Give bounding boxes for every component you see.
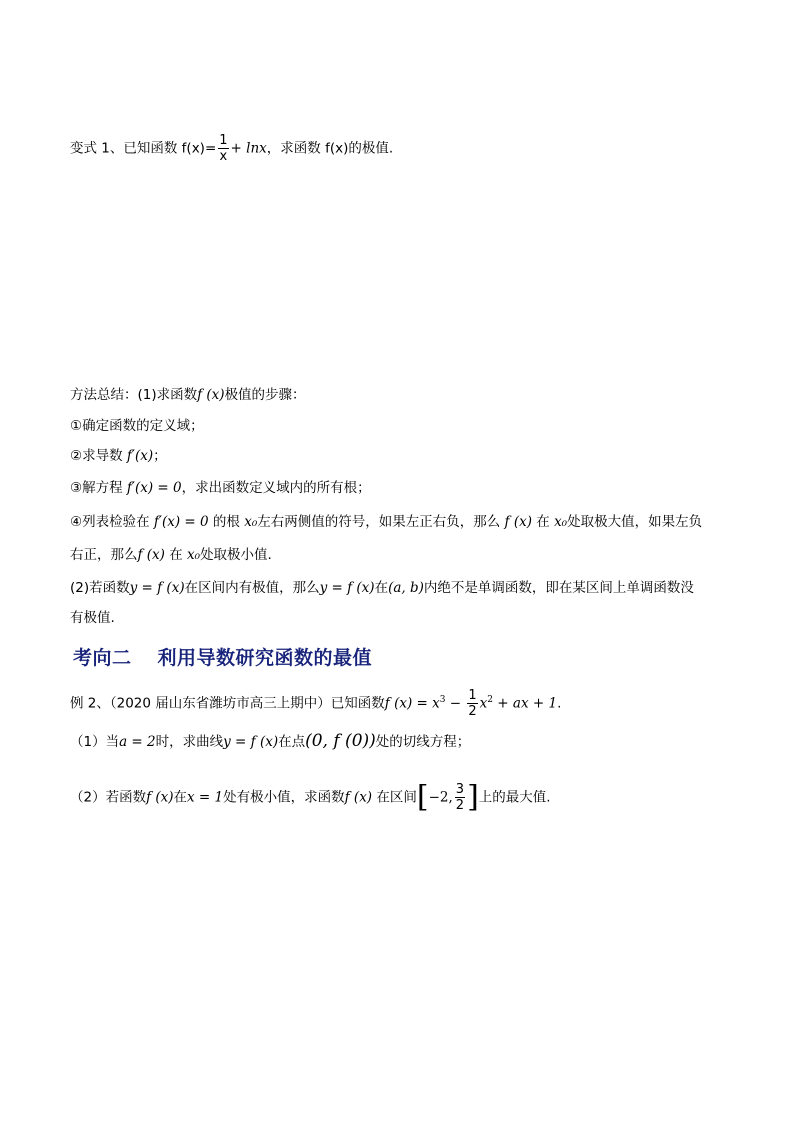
summary-step1-text: ①确定函数的定义域； bbox=[70, 418, 204, 434]
summary-p2-eq1: y = f (x) bbox=[129, 580, 185, 596]
summary-step1 bbox=[70, 416, 204, 436]
summary-step3-text: ③解方程 bbox=[70, 480, 123, 496]
variant1-frac-num: 1 bbox=[219, 133, 228, 148]
section-heading bbox=[73, 643, 372, 670]
summary-step4-line2-x0: x₀ bbox=[187, 547, 201, 563]
summary-step4-at: 在 bbox=[536, 514, 550, 530]
example2-fx: f (x) = x bbox=[384, 695, 440, 712]
summary-step3-tail: ，求出函数定义域内的所有根； bbox=[181, 480, 371, 496]
example2-q2-frac-num: 3 bbox=[455, 782, 465, 797]
example2-q2-at: 在 bbox=[173, 789, 188, 806]
example2-q2-frac-den: 2 bbox=[455, 798, 465, 813]
example2-frac-den: 2 bbox=[468, 704, 477, 719]
example2-q2-text: 处有极小值，求函数 bbox=[223, 789, 345, 806]
summary-p2-eq2: y = f (x) bbox=[319, 580, 375, 596]
summary-title-fx: f (x) bbox=[197, 387, 225, 403]
example2-q1-tail: 处的切线方程； bbox=[375, 734, 471, 750]
example2-rest: + ax + 1 bbox=[493, 695, 558, 712]
summary-p2-text: (2)若函数 bbox=[70, 580, 130, 596]
summary-p2-line2-text: 有极值. bbox=[70, 610, 115, 626]
summary-step4-text: ④列表检验在 bbox=[70, 514, 150, 530]
summary-step4-eq: f′(x) = 0 bbox=[153, 514, 209, 530]
example2-q1-point: (0, f (0)) bbox=[305, 731, 376, 751]
example2-q2 bbox=[70, 779, 551, 815]
summary-step4-line2-at: 在 bbox=[169, 547, 183, 563]
summary-p2-at: 在 bbox=[374, 580, 389, 596]
variant1-suffix: ，求函数 f(x)的极值. bbox=[266, 140, 394, 157]
summary-step4-line1 bbox=[70, 512, 702, 532]
example2-x2: x bbox=[479, 695, 488, 712]
example2-q2-label: （2）若函数 bbox=[70, 789, 147, 806]
summary-step4-line2-fx: f (x) bbox=[137, 547, 165, 563]
summary-title-text: 方法总结：(1)求函数 bbox=[70, 387, 198, 403]
example2-q2-interval-left: −2, bbox=[428, 789, 453, 806]
summary-step2 bbox=[70, 446, 167, 466]
summary-step4-line2-min: 处取极小值. bbox=[200, 547, 272, 563]
variant1-fraction bbox=[218, 133, 228, 164]
example2-q1-curve: y = f (x) bbox=[223, 734, 279, 750]
example2-q2-tail: 上的最大值. bbox=[478, 789, 551, 806]
summary-step3-eq: f′(x) = 0 bbox=[126, 480, 182, 496]
summary-step4-x0b: x₀ bbox=[554, 514, 568, 530]
summary-title bbox=[70, 385, 306, 405]
example2-q2-fx: f (x) bbox=[146, 789, 174, 806]
example2-q2-interval-label: 在区间 bbox=[376, 789, 417, 806]
summary-p2-line2 bbox=[70, 608, 115, 628]
summary-step4-sign: 左右两侧值的符号，如果左正右负，那么 bbox=[257, 514, 501, 530]
summary-p2-tail: 内绝不是单调函数，即在某区间上单调函数没 bbox=[423, 580, 694, 596]
summary-step2-tail: ； bbox=[153, 448, 167, 464]
summary-step4-x0: x₀ bbox=[244, 514, 258, 530]
example2-fraction bbox=[467, 688, 477, 719]
summary-step3 bbox=[70, 478, 371, 498]
summary-step4-line2-text: 右正，那么 bbox=[70, 547, 138, 563]
summary-p2-interval: (a, b) bbox=[388, 580, 424, 596]
summary-step4-line2 bbox=[70, 545, 272, 565]
example2-q1-text: 时，求曲线 bbox=[155, 734, 224, 750]
summary-step4-root: 的根 bbox=[212, 514, 240, 530]
variant1-prefix: 变式 1、已知函数 f(x)= bbox=[70, 140, 217, 157]
example2-frac-num: 1 bbox=[468, 688, 477, 703]
summary-p2-line1 bbox=[70, 578, 694, 598]
example2-q2-x1: x = 1 bbox=[187, 789, 224, 806]
example2-q1 bbox=[70, 731, 470, 752]
summary-step2-fx: f′(x) bbox=[126, 448, 154, 464]
example2-dot: . bbox=[557, 695, 562, 712]
section-heading-label: 考向二 bbox=[73, 647, 132, 669]
example2-q1-at: 在点 bbox=[278, 734, 306, 750]
example2-q1-label: （1）当 bbox=[70, 734, 120, 750]
summary-step2-text: ②求导数 bbox=[70, 448, 123, 464]
variant1-frac-den: x bbox=[219, 149, 228, 164]
variant1-problem bbox=[70, 133, 393, 164]
example2-minus: − bbox=[445, 695, 466, 712]
example2-q2-left-bracket: [ bbox=[416, 779, 429, 815]
example2-exp3: 3 bbox=[439, 695, 446, 705]
example2-prefix: 例 2、（2020 届山东省潍坊市高三上期中）已知函数 bbox=[70, 695, 385, 712]
example2-q1-a: a = 2 bbox=[119, 734, 156, 750]
example2-q2-right-bracket: ] bbox=[467, 779, 479, 815]
example2-statement bbox=[70, 688, 561, 719]
summary-step4-fx: f (x) bbox=[504, 514, 532, 530]
summary-p2-mid: 在区间内有极值，那么 bbox=[184, 580, 320, 596]
summary-step4-max: 处取极大值，如果左负 bbox=[567, 514, 703, 530]
summary-title-tail: 极值的步骤： bbox=[224, 387, 306, 403]
example2-q2-fx2: f (x) bbox=[344, 789, 373, 806]
example2-exp2: 2 bbox=[487, 695, 494, 705]
example2-q2-fraction bbox=[455, 782, 465, 813]
variant1-ln: + lnx bbox=[230, 140, 267, 157]
section-heading-title: 利用导数研究函数的最值 bbox=[157, 647, 373, 669]
